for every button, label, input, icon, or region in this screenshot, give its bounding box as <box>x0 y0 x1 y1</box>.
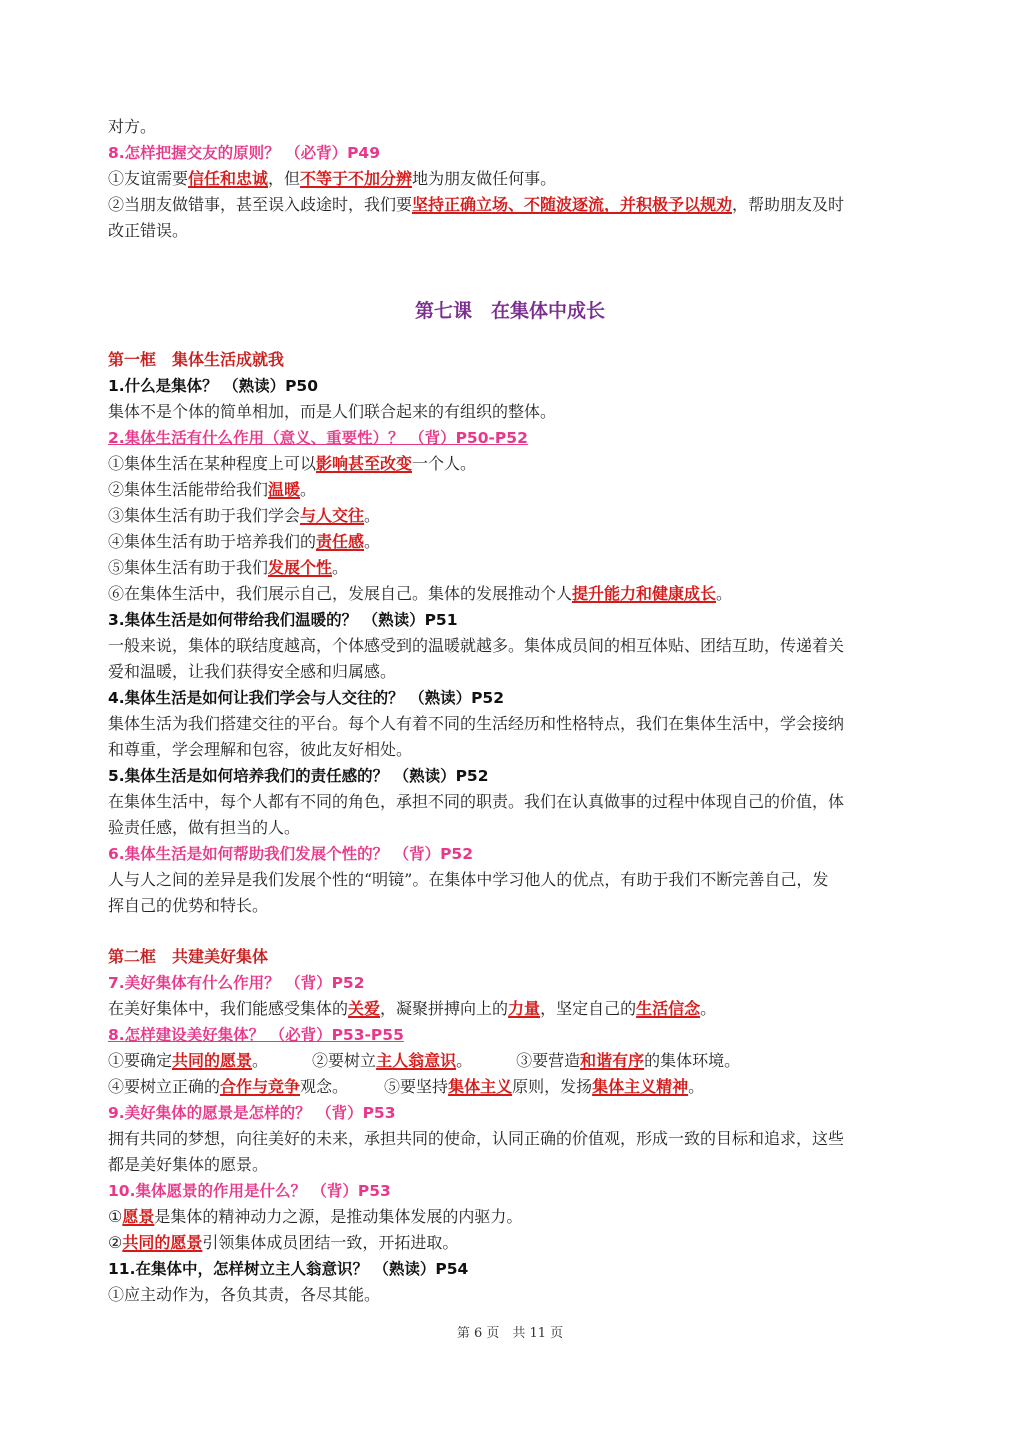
answer-line: 拥有共同的梦想，向往美好的未来，承担共同的使命，认同正确的价值观，形成一致的目标和追求，这些 <box>108 1129 845 1148</box>
answer-line: 人与人之间的差异是我们发展个性的“明镜”。在集体中学习他人的优点，有助于我们不断完善自己，发 <box>108 870 829 889</box>
key-term: 主人翁意识 <box>376 1051 457 1070</box>
key-term: 发展个性 <box>268 558 333 577</box>
key-term: 共同的愿景 <box>172 1051 253 1070</box>
page-footer: 第 6 页 共 11 页 <box>456 1326 564 1341</box>
key-term: 愿景 <box>122 1207 155 1226</box>
answer-line: 都是美好集体的愿景。 <box>108 1155 269 1174</box>
key-term: 集体主义精神 <box>592 1077 689 1096</box>
key-term: 和谐有序 <box>580 1051 645 1070</box>
frame-title: 第一框 集体生活成就我 <box>108 350 285 369</box>
key-term: 集体主义 <box>448 1077 513 1096</box>
question-heading: 3.集体生活是如何带给我们温暖的？ （熟读）P51 <box>108 611 458 629</box>
key-term: 温暖 <box>268 480 301 499</box>
answer-line: ①友谊需要信任和忠诚，但不等于不加分辨地为朋友做任何事。 <box>108 169 557 188</box>
answer-line: ②当朋友做错事，甚至误入歧途时，我们要坚持正确立场、不随波逐流，并积极予以规劝，帮助朋友及时 <box>108 195 845 214</box>
answer-line: 在集体生活中，每个人都有不同的角色，承担不同的职责。我们在认真做事的过程中体现自己的价值，体 <box>108 792 845 811</box>
text-line <box>108 116 156 138</box>
answer-line: 集体生活为我们搭建交往的平台。每个人有着不同的生活经历和性格特点，我们在集体生活中，学会接纳 <box>108 714 845 733</box>
frame-title: 第二框 共建美好集体 <box>108 947 269 966</box>
key-term: 生活信念 <box>636 999 701 1018</box>
answer-line: ②集体生活能带给我们温暖。 <box>108 480 317 499</box>
answer-line: ①集体生活在某种程度上可以影响甚至改变一个人。 <box>108 454 477 473</box>
answer-line: ①要确定共同的愿景。 ②要树立主人翁意识。 ③要营造和谐有序的集体环境。 <box>108 1051 741 1070</box>
answer-line: ④集体生活有助于培养我们的责任感。 <box>108 532 381 551</box>
answer-line: 验责任感，做有担当的人。 <box>108 818 301 837</box>
key-term: 关爱 <box>348 999 381 1018</box>
answer-line: ①应主动作为，各负其责，各尽其能。 <box>108 1285 381 1304</box>
answer-line: ③集体生活有助于我们学会与人交往。 <box>108 506 381 525</box>
text: 对方。 <box>108 117 157 136</box>
answer-line: ②共同的愿景引领集体成员团结一致，开拓进取。 <box>108 1233 459 1252</box>
key-term: 合作与竞争 <box>220 1077 301 1096</box>
question-heading: 6.集体生活是如何帮助我们发展个性的？ （背）P52 <box>108 845 474 863</box>
question-heading: 4.集体生活是如何让我们学会与人交往的？ （熟读）P52 <box>108 689 505 707</box>
answer-line: 在美好集体中，我们能感受集体的关爱，凝聚拼搏向上的力量，坚定自己的生活信念。 <box>108 999 717 1018</box>
answer-line: ①愿景是集体的精神动力之源，是推动集体发展的内驱力。 <box>108 1207 523 1226</box>
key-term: 信任和忠诚 <box>188 169 269 188</box>
question-heading: 10.集体愿景的作用是什么？ （背）P53 <box>108 1182 391 1200</box>
answer-line: ④要树立正确的合作与竞争观念。 ⑤要坚持集体主义原则，发扬集体主义精神。 <box>108 1077 705 1096</box>
answer-line: 和尊重，学会理解和包容，彼此友好相处。 <box>108 740 413 759</box>
lesson-title: 第七课 在集体中成长 <box>414 300 605 322</box>
key-term: 与人交往 <box>300 506 365 525</box>
answer-line: ⑤集体生活有助于我们发展个性。 <box>108 558 349 577</box>
question-heading: 8.怎样建设美好集体？ （必背）P53-P55 <box>108 1026 404 1044</box>
key-term: 提升能力和健康成长 <box>572 584 717 603</box>
key-term: 责任感 <box>316 532 365 551</box>
answer-line: 集体不是个体的简单相加，而是人们联合起来的有组织的整体。 <box>108 402 557 421</box>
question-heading: 11.在集体中，怎样树立主人翁意识？ （熟读）P54 <box>108 1260 469 1278</box>
question-heading: 5.集体生活是如何培养我们的责任感的？ （熟读）P52 <box>108 767 489 785</box>
question-heading: 9.美好集体的愿景是怎样的？ （背）P53 <box>108 1104 396 1122</box>
key-term: 影响甚至改变 <box>316 454 413 473</box>
answer-line: ⑥在集体生活中，我们展示自己，发展自己。集体的发展推动个人提升能力和健康成长。 <box>108 584 733 603</box>
key-term: 力量 <box>508 999 541 1018</box>
question-heading: 7.美好集体有什么作用？ （背）P52 <box>108 974 365 992</box>
question-heading: 1.什么是集体？ （熟读）P50 <box>108 377 319 395</box>
question-heading <box>108 142 380 164</box>
question-text: 8.怎样把握交友的原则？ （必背）P49 <box>108 144 381 162</box>
answer-line: 改正错误。 <box>108 221 189 240</box>
key-term: 共同的愿景 <box>122 1233 203 1252</box>
key-term: 坚持正确立场、不随波逐流，并积极予以规劝 <box>412 195 733 214</box>
question-heading: 2.集体生活有什么作用（意义、重要性）？ （背）P50-P52 <box>108 429 528 447</box>
answer-line: 爱和温暖，让我们获得安全感和归属感。 <box>108 662 397 681</box>
answer-line: 挥自己的优势和特长。 <box>108 896 269 915</box>
answer-line: 一般来说，集体的联结度越高，个体感受到的温暖就越多。集体成员间的相互体贴、团结互助，传递着关 <box>108 636 845 655</box>
key-term: 不等于不加分辨 <box>300 169 413 188</box>
